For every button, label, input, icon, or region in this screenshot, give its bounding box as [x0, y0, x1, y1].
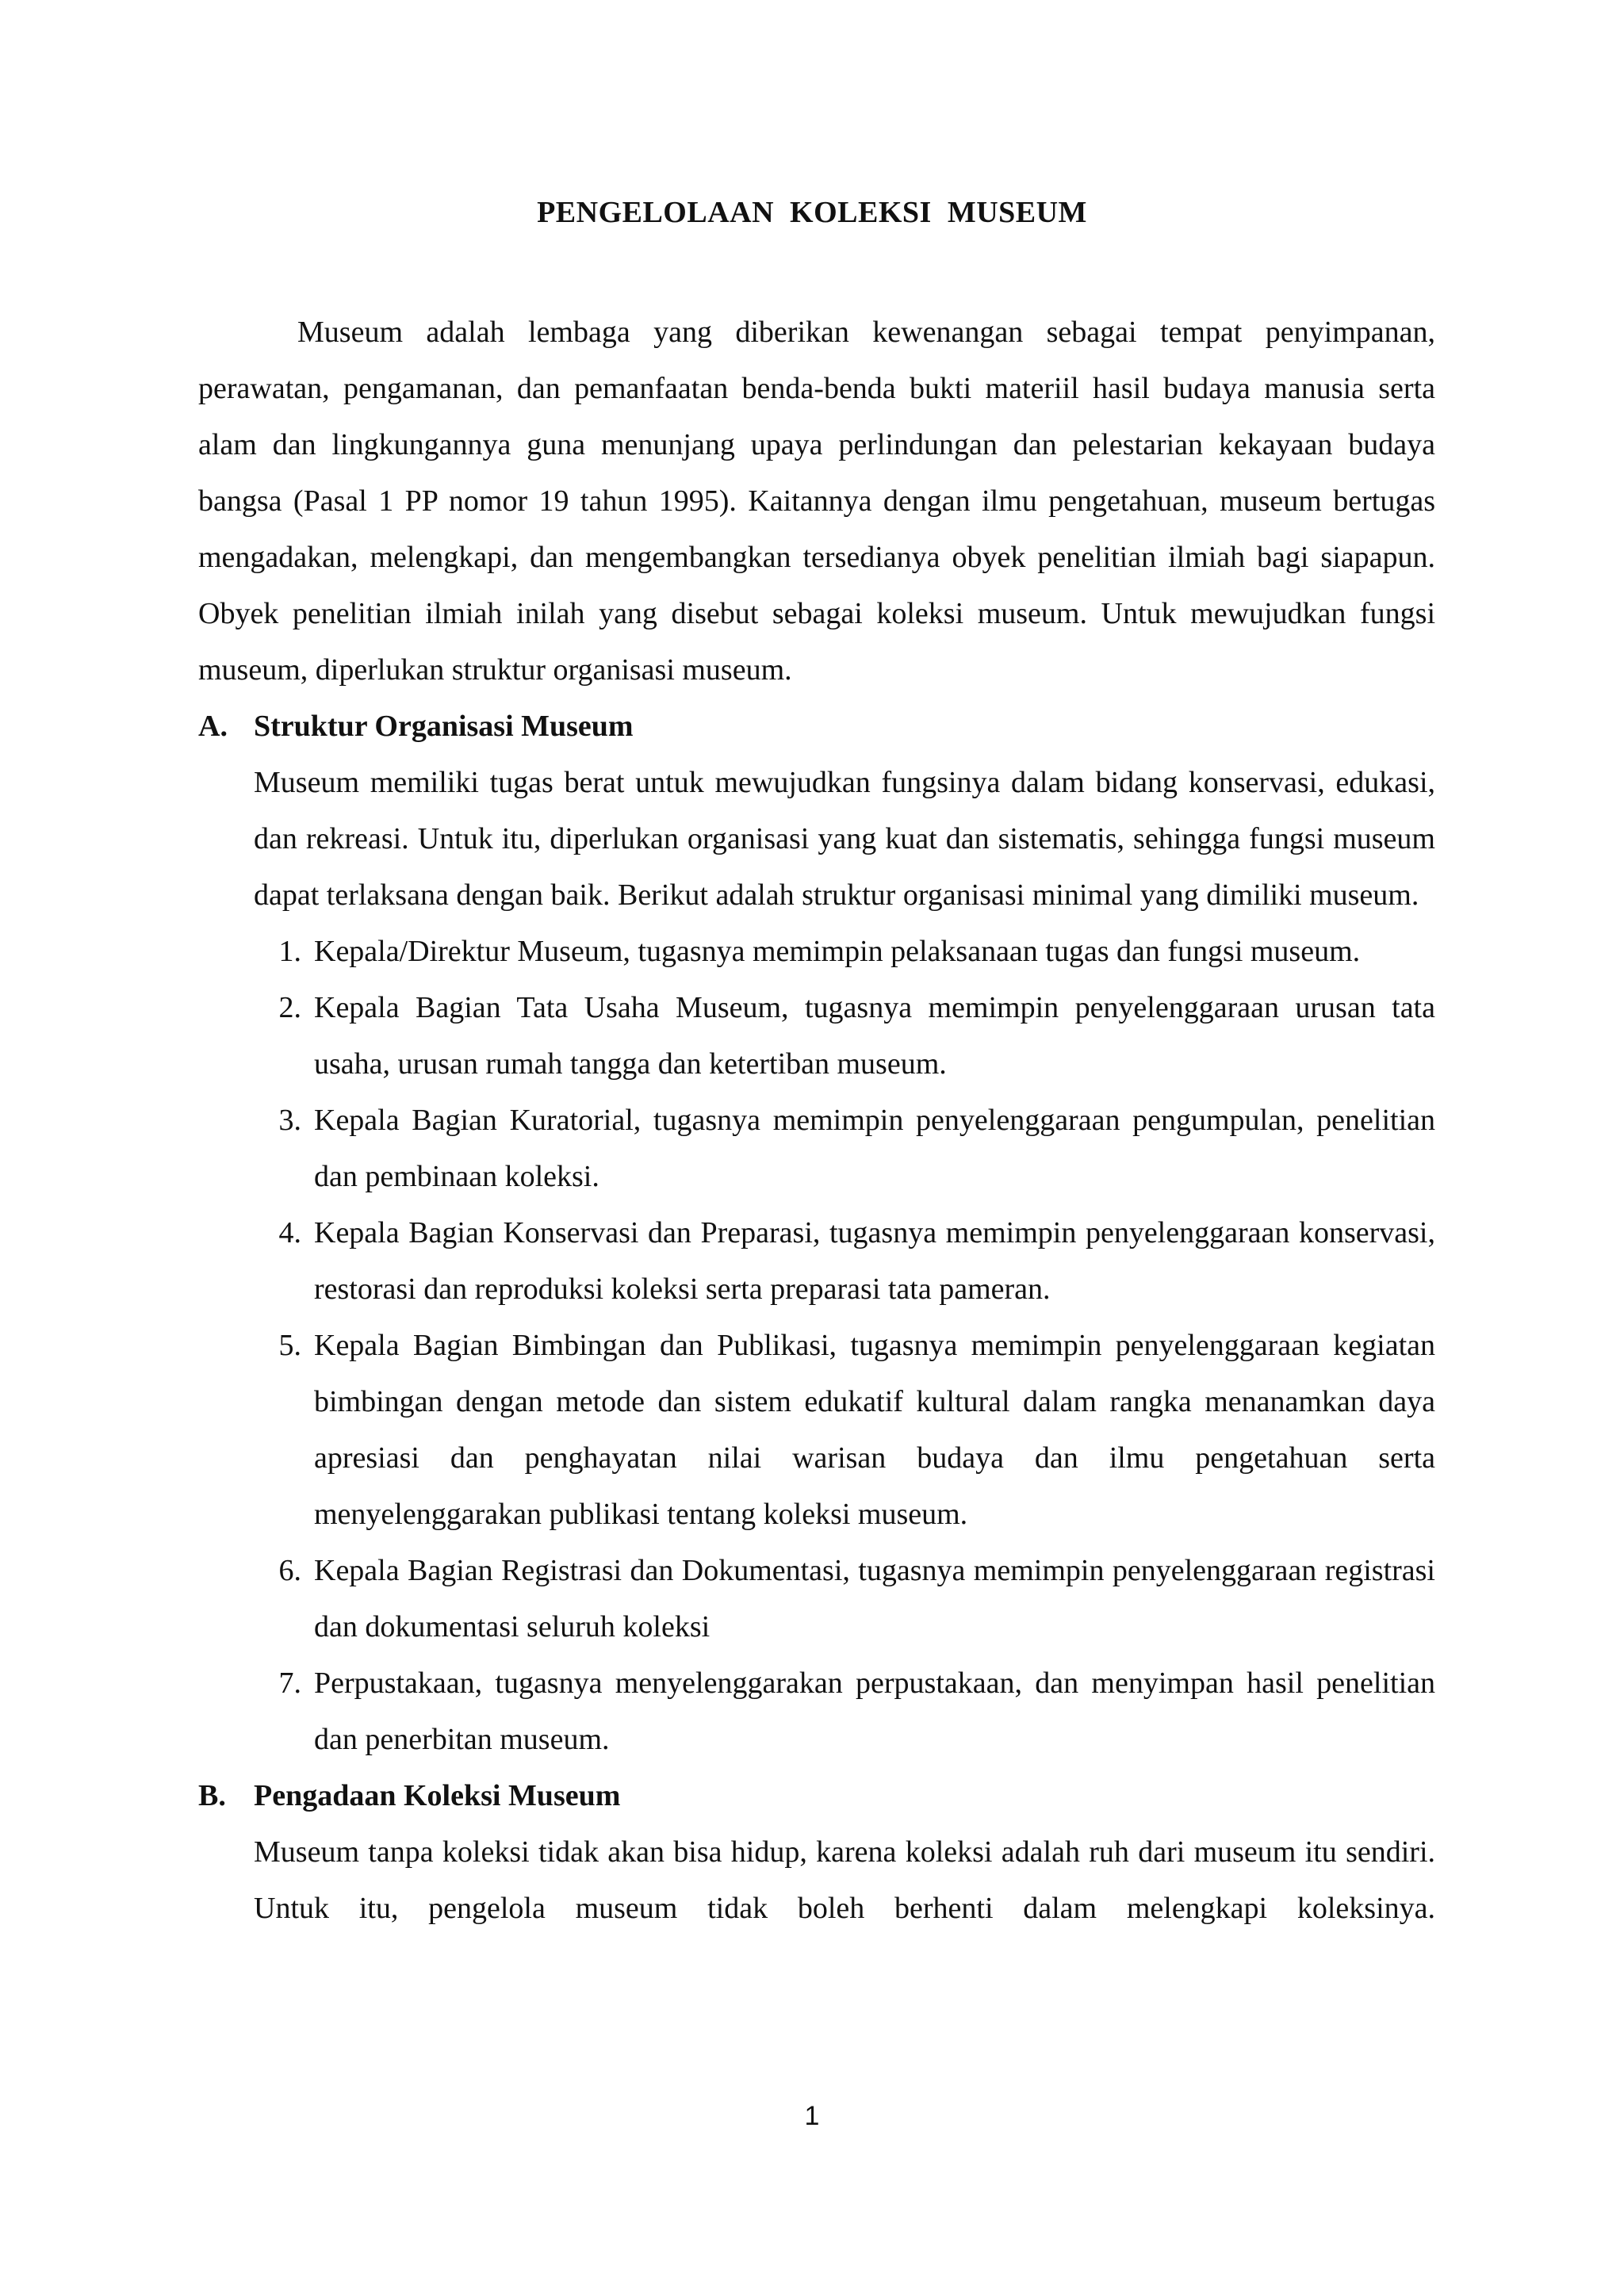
list-item — [254, 980, 1435, 1093]
list-item-number: 4. — [278, 1216, 301, 1249]
list-item — [254, 1205, 1435, 1318]
list-item-number: 3. — [278, 1104, 301, 1137]
list-item — [254, 1655, 1435, 1768]
list-item-number: 1. — [278, 935, 301, 968]
list-item-text: Kepala Bagian Bimbingan dan Publikasi, tugasnya memimpin penyelenggaraan kegiatan bimbingan dengan metode dan sistem edukatif kultural dalam rangka menanamkan daya apresiasi dan penghayatan nilai warisan budaya dan ilmu pengetahuan serta menyelenggarakan publikasi tentang koleksi museum. — [314, 1329, 1435, 1531]
list-item-text: Kepala Bagian Konservasi dan Preparasi, tugasnya memimpin penyelenggaraan konservasi, restorasi dan reproduksi koleksi serta preparasi tata pameran. — [314, 1216, 1435, 1306]
document-title: PENGELOLAAN KOLEKSI MUSEUM — [537, 196, 1087, 229]
list-item-text: Perpustakaan, tugasnya menyelenggarakan perpustakaan, dan menyimpan hasil penelitian dan penerbitan museum. — [314, 1667, 1435, 1756]
list-item-number: 6. — [278, 1554, 301, 1587]
list-item — [254, 1543, 1435, 1655]
list-item-text: Kepala/Direktur Museum, tugasnya memimpin pelaksanaan tugas dan fungsi museum. — [314, 935, 1361, 968]
list-item — [254, 1093, 1435, 1205]
page-number: 1 — [804, 2101, 820, 2131]
section-a-letter: A. — [198, 710, 228, 743]
document-body — [198, 304, 1435, 1937]
list-item — [254, 1318, 1435, 1543]
list-item-number: 7. — [278, 1667, 301, 1700]
section-b-paragraph: Museum tanpa koleksi tidak akan bisa hidup, karena koleksi adalah ruh dari museum itu sendiri. Untuk itu, pengelola museum tidak boleh berhenti dalam melengkapi koleksinya. — [254, 1835, 1435, 1925]
organization-list — [254, 924, 1435, 1768]
section-a-heading — [198, 698, 1435, 755]
list-item-number: 5. — [278, 1329, 301, 1362]
section-a-title: Struktur Organisasi Museum — [254, 710, 634, 743]
list-item-number: 2. — [278, 991, 301, 1024]
intro-paragraph: Museum adalah lembaga yang diberikan kewenangan sebagai tempat penyimpanan, perawatan, pengamanan, dan pemanfaatan benda-benda bukti materiil hasil budaya manusia serta alam dan lingkungannya guna menunjang upaya perlindungan dan pelestarian kekayaan budaya bangsa (Pasal 1 PP nomor 19 tahun 1995). Kaitannya dengan ilmu pengetahuan, museum bertugas mengadakan, melengkapi, dan mengembangkan tersedianya obyek penelitian ilmiah bagi siapapun. Obyek penelitian ilmiah inilah yang disebut sebagai koleksi museum. Untuk mewujudkan fungsi museum, diperlukan struktur organisasi museum. — [198, 316, 1435, 687]
section-b-heading — [198, 1768, 1435, 1824]
section-a-intro: Museum memiliki tugas berat untuk mewujudkan fungsinya dalam bidang konservasi, edukasi, dan rekreasi. Untuk itu, diperlukan organisasi yang kuat dan sistematis, sehingga fungsi museum dapat terlaksana dengan baik. Berikut adalah struktur organisasi minimal yang dimiliki museum. — [254, 766, 1435, 912]
list-item — [254, 924, 1435, 980]
section-b-title: Pengadaan Koleksi Museum — [254, 1779, 621, 1812]
list-item-text: Kepala Bagian Registrasi dan Dokumentasi, tugasnya memimpin penyelenggaraan registrasi dan dokumentasi seluruh koleksi — [314, 1554, 1435, 1644]
list-item-text: Kepala Bagian Kuratorial, tugasnya memimpin penyelenggaraan pengumpulan, penelitian dan pembinaan koleksi. — [314, 1104, 1435, 1193]
list-item-text: Kepala Bagian Tata Usaha Museum, tugasnya memimpin penyelenggaraan urusan tata usaha, urusan rumah tangga dan ketertiban museum. — [314, 991, 1435, 1081]
section-b-letter: B. — [198, 1779, 226, 1812]
